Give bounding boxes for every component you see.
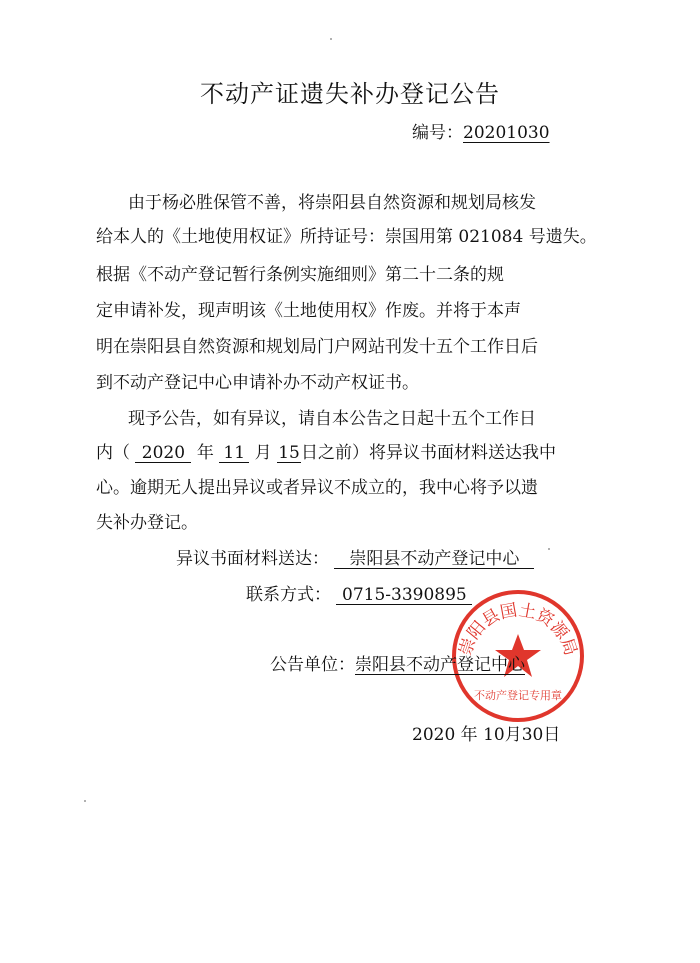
contact-value: 0715-3390895 — [336, 586, 472, 605]
issuer — [270, 650, 525, 675]
submit-to — [176, 544, 534, 569]
contact — [246, 580, 472, 605]
issuer-value: 崇阳县不动产登记中心 — [355, 655, 525, 675]
doc-number — [412, 118, 550, 143]
deadline-suffix: 日之前）将异议书面材料送达我中 — [301, 443, 557, 463]
deadline-year-unit: 年 — [196, 443, 214, 463]
issuer-label: 公告单位： — [270, 655, 355, 675]
document-title: 不动产证遗失补办登记公告 — [200, 80, 500, 108]
body-line-1: 由于杨必胜保管不善，将崇阳县自然资源和规划局核发 — [128, 193, 536, 213]
body-line-9: 心。逾期无人提出异议或者异议不成立的，我中心将予以遗 — [96, 478, 538, 498]
date-day: 30 — [521, 725, 544, 745]
body-line-2: 给本人的《土地使用权证》所持证号：崇国用第 021084 号遗失。 — [96, 227, 597, 247]
date-day-unit: 日 — [543, 725, 561, 745]
deadline-line — [96, 438, 556, 463]
doc-number-value: 20201030 — [463, 123, 550, 143]
deadline-day: 15 — [278, 443, 300, 463]
body-line-3: 根据《不动产登记暂行条例实施细则》第二十二条的规 — [96, 265, 504, 285]
scan-speck — [330, 38, 332, 40]
contact-label: 联系方式： — [246, 585, 331, 605]
body-line-4: 定申请补发，现声明该《土地使用权》作废。并将于本声 — [96, 301, 521, 321]
body-line-10: 失补办登记。 — [96, 513, 198, 533]
scan-speck — [548, 548, 550, 550]
date-month: 10 — [483, 725, 505, 745]
date-year-unit: 年 — [460, 725, 478, 745]
date-month-unit: 月 — [504, 725, 522, 745]
date-year: 2020 — [412, 725, 456, 745]
submit-to-label: 异议书面材料送达： — [176, 549, 329, 569]
doc-number-label: 编号： — [412, 123, 463, 143]
deadline-year: 2020 — [135, 444, 191, 463]
issue-date — [412, 720, 560, 745]
seal-bottom-text: 不动产登记专用章 — [474, 689, 562, 702]
seal-top-text: 崇阳县国土资源局 — [455, 600, 581, 659]
body-line-7: 现予公告，如有异议，请自本公告之日起十五个工作日 — [128, 409, 536, 429]
deadline-prefix: 内（ — [96, 443, 130, 463]
submit-to-value: 崇阳县不动产登记中心 — [334, 550, 534, 569]
deadline-month: 11 — [219, 444, 249, 463]
body-line-6: 到不动产登记中心申请补办不动产权证书。 — [96, 373, 419, 393]
deadline-month-unit: 月 — [254, 443, 272, 463]
scan-speck — [84, 800, 86, 802]
body-line-5: 明在崇阳县自然资源和规划局门户网站刊发十五个工作日后 — [96, 337, 538, 357]
